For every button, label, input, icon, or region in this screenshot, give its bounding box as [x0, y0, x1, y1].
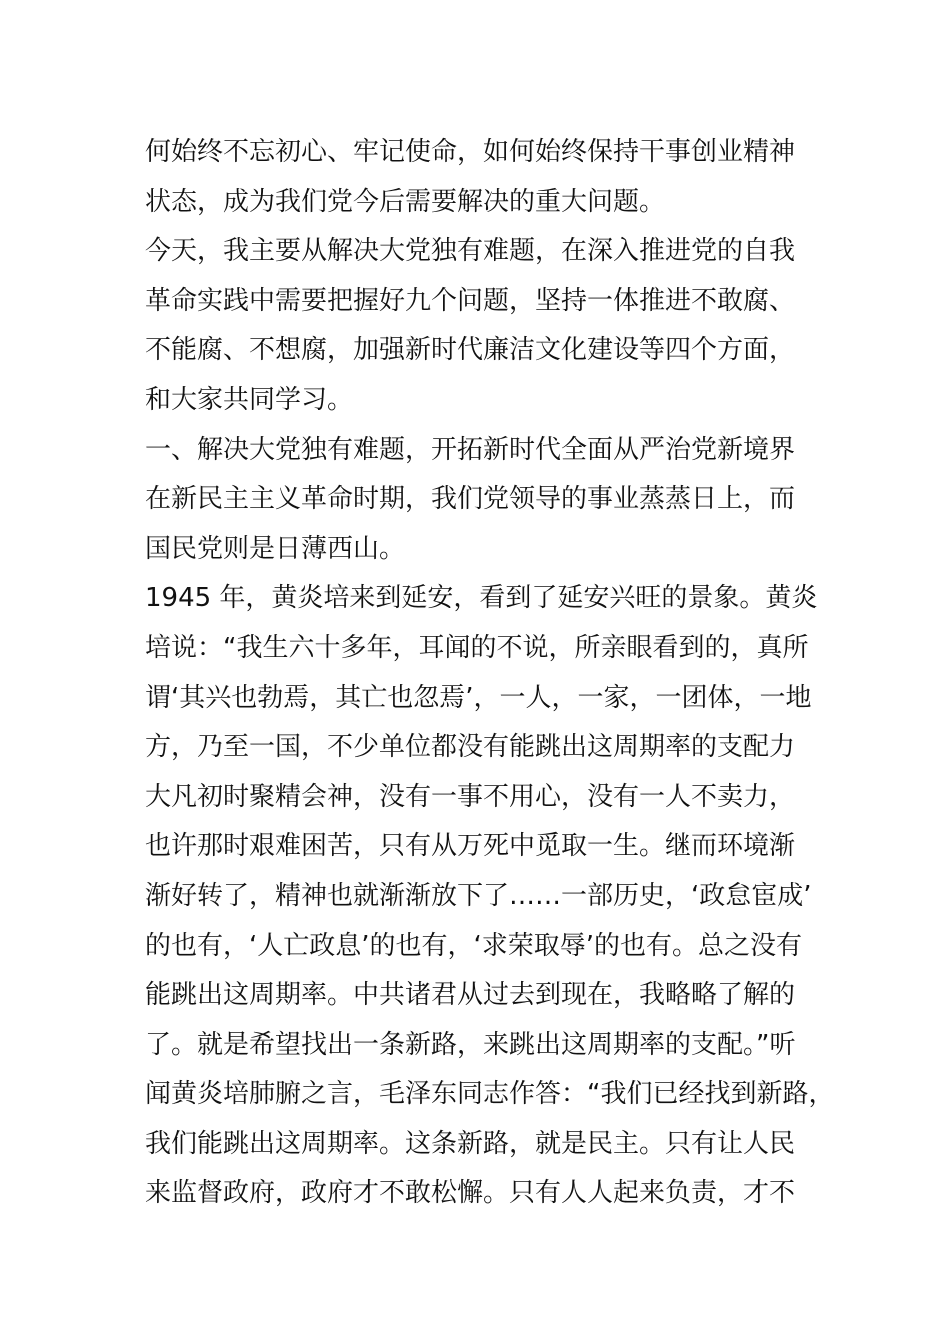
text-line: 在新民主主义革命时期，我们党领导的事业蒸蒸日上，而 [145, 484, 796, 515]
text-line: 闻黄炎培肺腑之言，毛泽东同志作答：“我们已经找到新路， [145, 1079, 835, 1110]
text-line: 谓‘其兴也勃焉，其亡也忽焉’，一人，一家，一团体，一地 [145, 682, 812, 713]
text-line: 能跳出这周期率。中共诸君从过去到现在，我略略了解的 [145, 980, 796, 1011]
section-heading: 一、解决大党独有难题，开拓新时代全面从严治党新境界 [145, 434, 796, 465]
text-line: 何始终不忘初心、牢记使命，如何始终保持干事创业精神 [145, 137, 796, 167]
text-line: 的也有，‘人亡政息’的也有，‘求荣取辱’的也有。总之没有 [145, 930, 803, 961]
text-line: 来监督政府，政府才不敢松懈。只有人人起来负责，才不 [145, 1178, 796, 1209]
text-line: 不能腐、不想腐，加强新时代廉洁文化建设等四个方面， [145, 335, 796, 366]
text-line: 我们能跳出这周期率。这条新路，就是民主。只有让人民 [145, 1128, 796, 1159]
text-line: 状态，成为我们党今后需要解决的重大问题。 [145, 186, 666, 217]
text-line: 国民党则是日薄西山。 [145, 533, 406, 564]
text-line: 培说：“我生六十多年，耳闻的不说，所亲眼看到的，真所 [145, 632, 809, 663]
text-line: 方，乃至一国，不少单位都没有能跳出这周期率的支配力 [145, 732, 796, 763]
text-line: 了。就是希望找出一条新路，来跳出这周期率的支配。”听 [145, 1029, 796, 1060]
text-line: 渐好转了，精神也就渐渐放下了……一部历史，‘政怠宦成’ [145, 880, 812, 911]
text-line: 大凡初时聚精会神，没有一事不用心，没有一人不卖力， [145, 781, 796, 812]
text-line: 和大家共同学习。 [145, 384, 354, 415]
body-text [145, 128, 845, 1219]
text-line: 1945 年，黄炎培来到延安，看到了延安兴旺的景象。黄炎 [145, 583, 818, 614]
text-line: 也许那时艰难困苦，只有从万死中觅取一生。继而环境渐 [145, 831, 796, 862]
text-line: 今天，我主要从解决大党独有难题，在深入推进党的自我 [145, 236, 796, 267]
text-line: 革命实践中需要把握好九个问题，坚持一体推进不敢腐、 [145, 285, 796, 316]
